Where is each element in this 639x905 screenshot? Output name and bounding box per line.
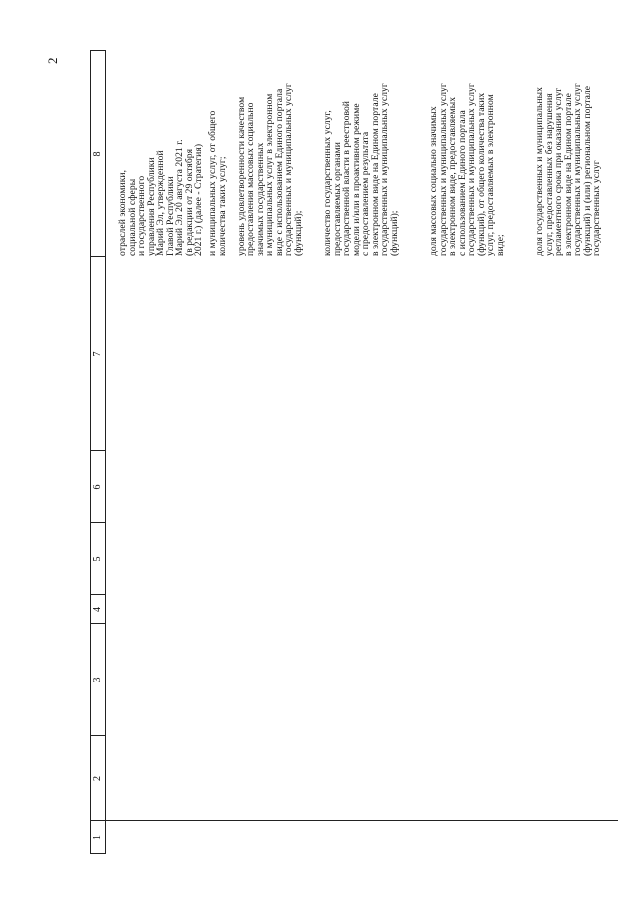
- col8-line: регламентного срока при оказании услуг: [553, 87, 565, 256]
- col7-cell-text: [118, 139, 204, 256]
- col8-indicator-block-2: [323, 83, 399, 256]
- col8-line: и муниципальных услуг, от общего: [207, 110, 218, 256]
- col8-indicator-block-3: [429, 83, 505, 256]
- col8-line: виде с использованием Единого портала: [273, 88, 285, 256]
- col7-line: управления Республики: [145, 157, 157, 256]
- col8-line: государственных и муниципальных услуг: [572, 83, 584, 256]
- col8-indicator-block-4: [535, 83, 602, 256]
- col8-line: виде;: [494, 234, 506, 256]
- col8-line: (функций);: [388, 210, 400, 256]
- col7-line: отраслей экономики,: [117, 169, 128, 256]
- col8-line: государственных и муниципальных услуг: [379, 83, 391, 256]
- col8-line: значимых государственных: [254, 142, 266, 256]
- col8-line: услуг, предоставляемых в электронном: [485, 94, 497, 256]
- col8-line: и муниципальных услуг в электронном: [264, 93, 276, 256]
- col8-indicator-block-1: [208, 83, 303, 256]
- col7-line: Марий Эл, утвержденной: [155, 150, 167, 256]
- col7-line: социальной сферы: [126, 178, 138, 256]
- column-header-2: 2: [92, 776, 103, 781]
- col8-line: в электронном виде на Едином портале: [562, 93, 574, 256]
- col8-line: государственных услуг: [591, 160, 603, 256]
- col7-line: и государственного: [136, 175, 148, 256]
- column-header-7: 7: [92, 351, 103, 357]
- col8-line: услуг, предоставленных без нарушения: [543, 93, 555, 256]
- col8-line: государственной власти в реестровой: [341, 101, 353, 256]
- col7-line: (в редакции от 29 октября: [183, 148, 195, 256]
- col8-line: государственных и муниципальных услуг: [466, 83, 478, 256]
- col8-line: (функций) и (или) региональном портале: [581, 85, 593, 256]
- page-number: 2: [45, 57, 60, 64]
- col8-line: предоставления массовых социально: [245, 102, 257, 256]
- col8-line: предоставляемых органами: [331, 142, 343, 256]
- column-header-6: 6: [92, 484, 103, 490]
- table-top-border: [90, 50, 91, 854]
- col8-line: (функций), от общего количества таких: [475, 92, 487, 256]
- col8-line: доля массовых социально значимых: [428, 106, 439, 256]
- col7-line: Марий Эл 20 августа 2021 г.: [174, 139, 186, 256]
- col8-line: (функций);: [292, 210, 304, 256]
- col8-line: государственных и муниципальных услуг: [283, 83, 295, 256]
- column-header-3: 3: [92, 677, 103, 683]
- column-header-4: 4: [92, 607, 103, 612]
- col8-line: количества таких услуг;: [216, 156, 228, 256]
- col8-line: количество государственных услуг,: [322, 110, 333, 256]
- col8-line: в электронном виде, предоставляемых: [447, 96, 459, 256]
- col8-line: с предоставлением результата: [360, 131, 372, 256]
- col-divider-1-2: [90, 820, 618, 821]
- col8-line: доля государственных и муниципальных: [534, 87, 545, 256]
- header-row-border: [105, 50, 106, 854]
- column-header-5: 5: [92, 556, 103, 562]
- col8-line: государственных и муниципальных услуг: [437, 83, 449, 256]
- col7-line: Главой Республики: [164, 176, 176, 256]
- column-header-1: 1: [92, 835, 103, 840]
- col7-line: 2021 г.) (далее - Стратегия): [193, 143, 205, 256]
- col8-line: с использованием Единого портала: [456, 110, 468, 256]
- rotated-table: [45, 44, 618, 854]
- column-header-8: 8: [92, 151, 103, 157]
- col8-line: уровень удовлетворенности качеством: [235, 96, 247, 256]
- col8-line: модели и/или в проактивном режиме: [350, 103, 362, 256]
- col8-line: в электронном виде на Едином портале: [369, 93, 381, 256]
